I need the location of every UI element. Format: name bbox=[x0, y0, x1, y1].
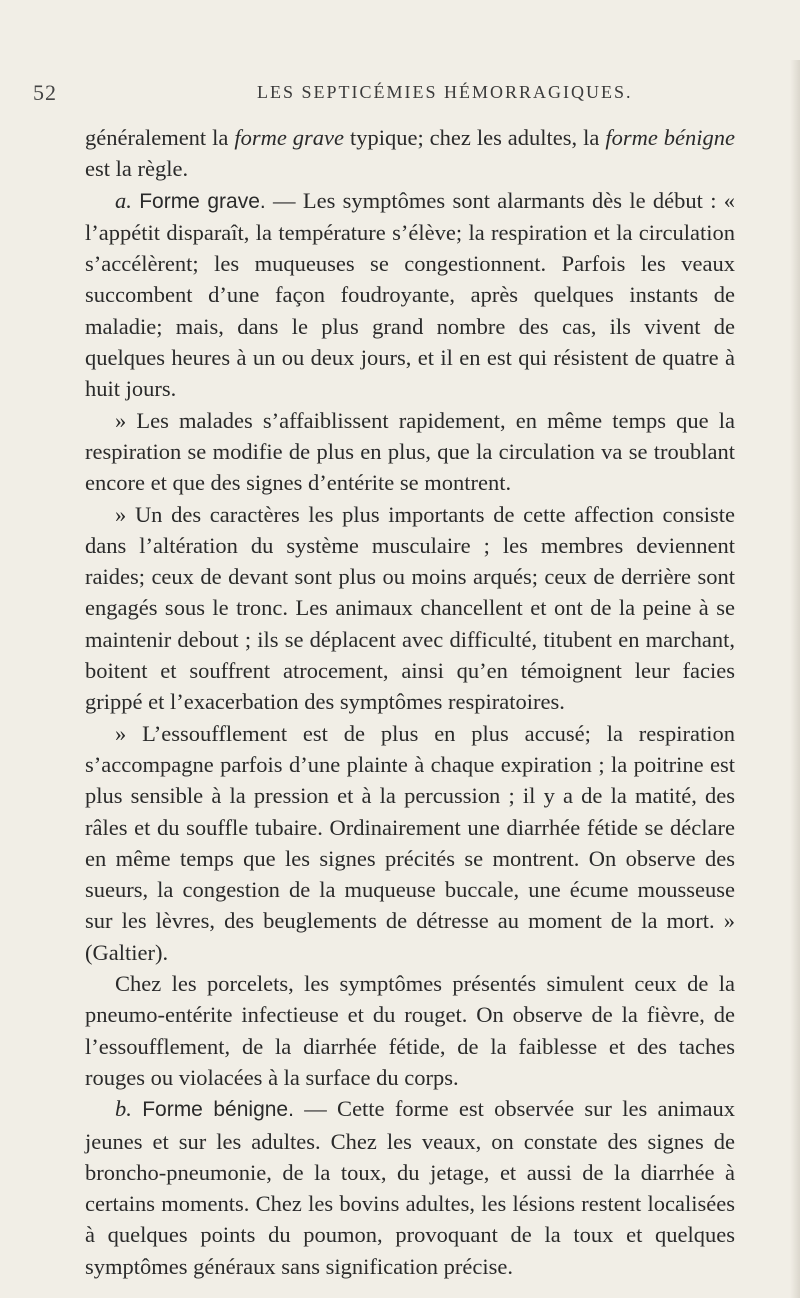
paragraph-intro bbox=[85, 122, 735, 185]
section-letter: b. bbox=[115, 1096, 132, 1122]
running-title: LES SEPTICÉMIES HÉMORRAGIQUES. bbox=[257, 82, 633, 102]
paragraph-quote-3: » Un des caractères les plus importants de cette affection consiste dans l’altération du système musculaire ; les membres deviennent raides; ceux de devant sont plus ou moins arqués; ceux de derrière sont engagés sous le tronc. Les animaux chancellent et ont de la peine à se maintenir debout ; ils se déplacent avec difficulté, titubent en marchant, boitent et souffrent atrocement, ainsi qu’en témoignent leur facies grippé et l’exacerbation des symptômes respiratoires. bbox=[85, 501, 735, 715]
text-run: est la règle. bbox=[85, 156, 189, 182]
section-heading-grave: Forme grave. bbox=[139, 189, 266, 213]
text-run: — Cette forme est observée sur les animaux jeunes et sur les adultes. Chez les veaux, on constate des signes de broncho-pneumonie, de la toux, du jetage, et aussi de la diarrhée à certains moments. Chez les bovins adultes, les lésions restent localisées à quelques points du poumon, provoquant de la toux et quelques symptômes généraux sans signification précise. bbox=[85, 1096, 735, 1279]
text-run: généralement la bbox=[85, 125, 235, 150]
body-text bbox=[85, 122, 735, 1282]
paragraph-forme-grave bbox=[85, 185, 735, 405]
paragraph-forme-benigne bbox=[85, 1093, 735, 1282]
paragraph-porcelets: Chez les porcelets, les symptômes présentés simulent ceux de la pneumo-entérite infectieuse et du rouget. On observe de la fièvre, de l’essoufflement, de la diarrhée fétide, de la faiblesse et des taches rouges ou violacées à la surface du corps. bbox=[85, 971, 735, 1090]
page-number: 52 bbox=[33, 80, 57, 105]
text-run: — Les symptômes sont alarmants dès le début : « l’appétit disparaît, la température s’élève; la respiration et la circulation s’accélèrent; les muqueuses se congestionnent. Parfois les veaux succombent d’une façon foudroyante, après quelques instants de maladie; mais, dans le plus grand nombre des cas, ils vivent de quelques heures à un ou deux jours, et il en est qui résistent de quatre à huit jours. bbox=[85, 187, 736, 402]
page-edge-shadow bbox=[790, 60, 800, 1298]
section-heading-benigne: Forme bénigne. bbox=[142, 1098, 294, 1122]
paragraph-quote-4: » L’essoufflement est de plus en plus accusé; la respiration s’accompagne parfois d’une plainte à chaque expiration ; la poitrine est plus sensible à la pression et à la percussion ; il y a de la matité, des râles et du souffle tubaire. Ordinairement une diarrhée fétide se déclare en même temps que les signes précités se montrent. On observe des sueurs, la congestion de la muqueuse buccale, une écume mousseuse sur les lèvres, des beuglements de détresse au moment de la mort. » (Galtier). bbox=[85, 720, 735, 965]
italic-term: forme grave bbox=[234, 125, 345, 150]
paragraph-quote-2: » Les malades s’affaiblissent rapidement, en même temps que la respiration se modifie de plus en plus, que la circulation va se troublant encore et que des signes d’entérite se montrent. bbox=[85, 407, 735, 496]
text-run: typique; chez les adultes, la bbox=[344, 125, 606, 150]
italic-term: forme bénigne bbox=[605, 125, 736, 150]
section-letter: a. bbox=[115, 187, 132, 213]
